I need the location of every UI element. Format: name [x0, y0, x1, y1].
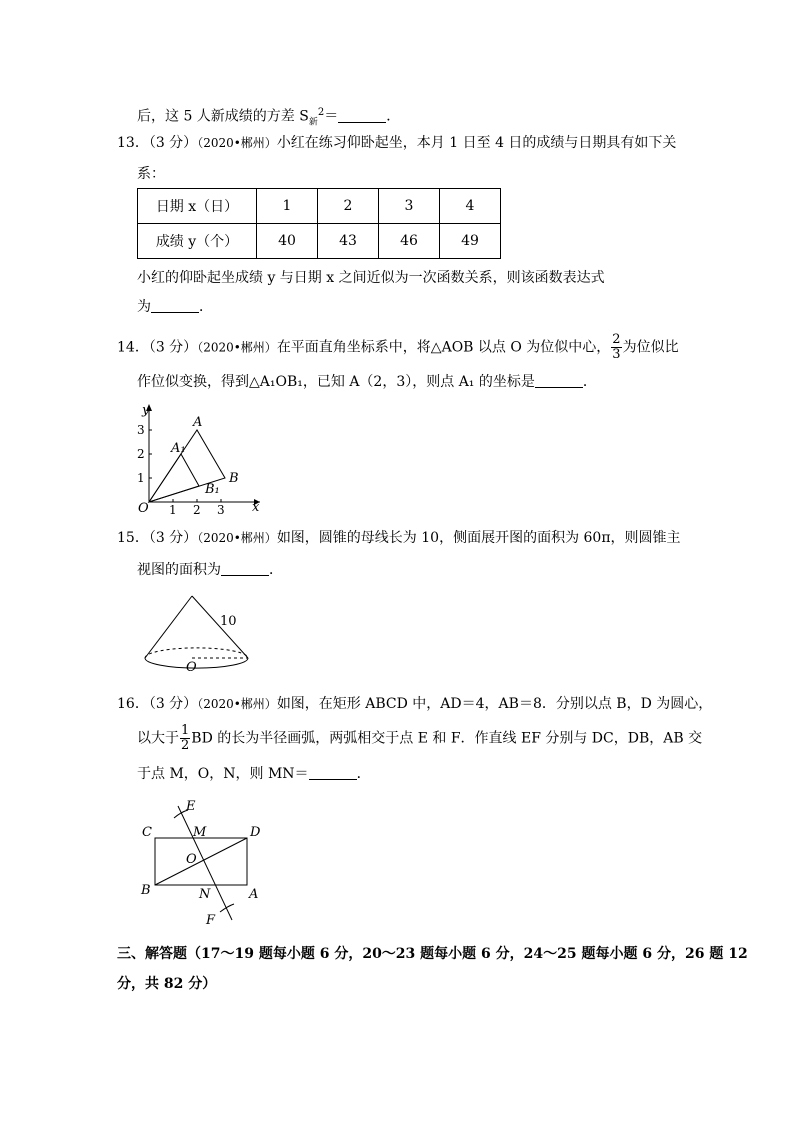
table-row: 成绩 y（个） 40 43 46 49: [138, 224, 501, 259]
q15-cone-figure: [140, 592, 255, 672]
point-O-label: O: [186, 852, 197, 867]
point-N-label: N: [199, 887, 211, 902]
q13-stem-2: 系：: [137, 166, 165, 182]
fraction-one-half: $\frac{1}{2}$: [181, 723, 190, 753]
x-tick-label: 3: [217, 503, 225, 516]
point-F-label: F: [206, 913, 216, 928]
point-A-label: A: [193, 415, 203, 430]
q13-stem: 13．（3 分）（2020•郴州）小红在练习仰卧起坐，本月 1 日至 4 日的成绩与日期具有如下关: [117, 135, 677, 151]
y-tick-label: 3: [137, 423, 145, 437]
x-tick-label: 1: [169, 503, 177, 516]
answer-blank: [338, 108, 386, 123]
q14-stem: 14．（3 分）（2020•郴州）在平面直角坐标系中，将△AOB 以点 O 为位似中心， $\frac{2}{3}$ 为位似比: [117, 332, 679, 362]
q12-tail: 后，这 5 人新成绩的方差 $S_新^2=$ ．: [137, 107, 401, 128]
section-3-heading: 三、解答题（17～19 题每小题 6 分，20～23 题每小题 6 分，24～25 题每小题 6 分，26 题 12: [117, 946, 748, 962]
point-B-label: B: [229, 471, 239, 486]
cone-base-back: [145, 648, 248, 658]
q13-table: [137, 188, 501, 259]
section-3-heading-2: 分，共 82 分）: [117, 976, 217, 992]
q16-rectangle-figure: [138, 798, 268, 928]
q16-stem: 16．（3 分）（2020•郴州）如图，在矩形 ABCD 中，AD＝4，AB＝8．分别以点 B，D 为圆心，: [117, 696, 713, 712]
answer-blank: [221, 561, 269, 576]
answer-blank: [151, 298, 199, 313]
y-tick-label: 2: [137, 447, 145, 461]
q15-stem-2: 视图的面积为 ．: [137, 562, 283, 578]
x-label: x: [252, 500, 260, 515]
answer-blank: [535, 373, 583, 388]
q16-stem-3: 于点 M，O，N，则 MN＝ ．: [137, 766, 371, 782]
origin-label: O: [138, 501, 149, 516]
q16-stem-2: 以大于 $\frac{1}{2}$ BD 的长为半径画弧，两弧相交于点 E 和 F．作直线 EF 分别与 DC，DB，AB 交: [137, 723, 703, 753]
q15-stem: 15．（3 分）（2020•郴州）如图，圆锥的母线长为 10，侧面展开图的面积为 60π，则圆锥主: [117, 530, 681, 546]
q14-stem-2: 作位似变换，得到△A₁OB₁，已知 A（2，3），则点 A₁ 的坐标是 ．: [137, 374, 597, 390]
q13-stem-3: 小红的仰卧起坐成绩 y 与日期 x 之间近似为一次函数关系，则该函数表达式: [137, 270, 605, 286]
arc-F: [220, 904, 234, 912]
triangle-A1OB1: [149, 454, 199, 502]
point-M-label: M: [193, 825, 207, 840]
answer-blank: [309, 765, 357, 780]
point-B-label: B: [141, 883, 151, 898]
point-D-label: D: [250, 825, 261, 840]
diagonal-BD: [155, 838, 247, 885]
point-A-label: A: [249, 887, 259, 902]
center-label: O: [186, 660, 197, 672]
table-row: 日期 x（日） 1 2 3 4: [138, 189, 501, 224]
y-tick-label: 1: [137, 471, 145, 485]
q14-figure: [135, 398, 270, 516]
point-B1-label: B₁: [205, 482, 220, 497]
y-label: y: [142, 403, 150, 418]
q13-stem-4: 为 ．: [137, 299, 213, 315]
x-tick-label: 2: [193, 503, 201, 516]
point-C-label: C: [142, 825, 152, 840]
slant-label: 10: [220, 614, 237, 629]
point-E-label: E: [186, 799, 196, 814]
fraction-two-thirds: $\frac{2}{3}$: [612, 332, 621, 362]
point-A1-label: A₁: [171, 441, 186, 456]
cone-left-edge: [145, 596, 192, 658]
